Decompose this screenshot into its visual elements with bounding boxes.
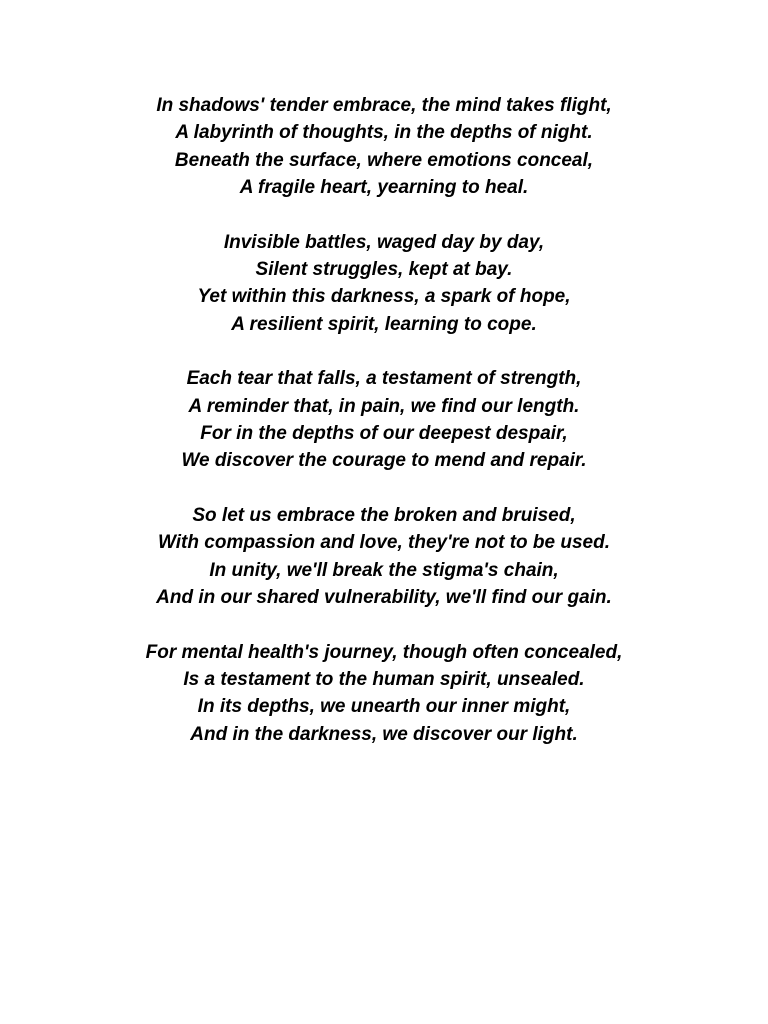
poem-line: So let us embrace the broken and bruised,: [192, 504, 576, 526]
poem-line: For in the depths of our deepest despair,: [200, 423, 568, 445]
poem-line: We discover the courage to mend and repair.: [181, 450, 587, 472]
poem-line: In shadows' tender embrace, the mind takes flight,: [156, 95, 612, 116]
stanza-2: [0, 229, 768, 339]
poem-line: A fragile heart, yearning to heal.: [239, 177, 529, 199]
poem-line: In its depths, we unearth our inner might,: [197, 696, 571, 718]
poem-line: Each tear that falls, a testament of strength,: [186, 368, 582, 390]
poem-line: A reminder that, in pain, we find our length.: [188, 395, 580, 417]
stanza-5: [0, 639, 768, 749]
poem-line: A labyrinth of thoughts, in the depths of night.: [175, 122, 593, 144]
poem-line: Invisible battles, waged day by day,: [223, 231, 545, 253]
poem-page: [0, 92, 768, 775]
poem-line: With compassion and love, they're not to be used.: [158, 532, 610, 554]
poem-line: And in our shared vulnerability, we'll find our gain.: [156, 587, 612, 609]
poem-line: For mental health's journey, though often concealed,: [145, 641, 623, 663]
poem-line: Silent struggles, kept at bay.: [255, 259, 513, 281]
poem-line: In unity, we'll break the stigma's chain,: [209, 559, 559, 581]
poem-line: Is a testament to the human spirit, unsealed.: [183, 668, 585, 690]
stanza-3: [0, 365, 768, 475]
poem-line: Yet within this darkness, a spark of hope,: [197, 286, 571, 308]
poem-line: Beneath the surface, where emotions conceal,: [174, 149, 594, 171]
stanza-1: [0, 92, 768, 202]
stanza-4: [0, 502, 768, 612]
poem-line: A resilient spirit, learning to cope.: [231, 313, 537, 335]
poem-line: And in the darkness, we discover our light.: [190, 723, 578, 745]
